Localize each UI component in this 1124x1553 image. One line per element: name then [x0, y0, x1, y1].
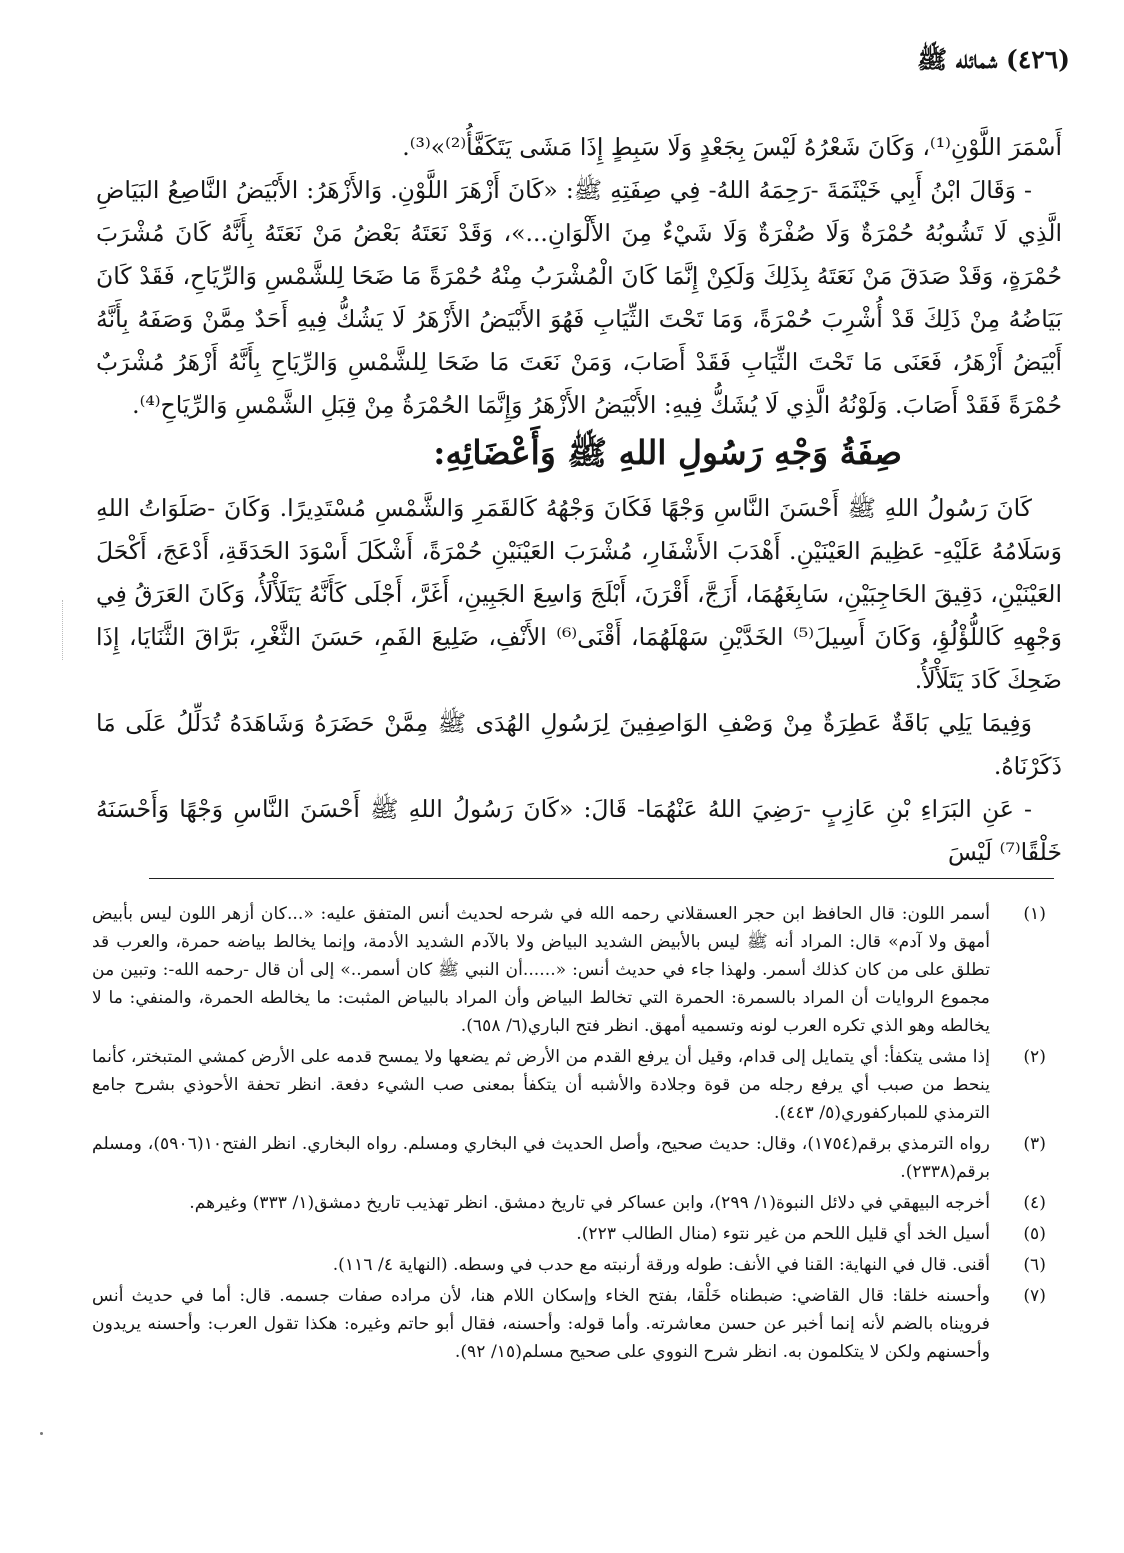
footnote-text: أقنى. قال في النهاية: القنا في الأنف: طوله ورقة أرنبته مع حدب في وسطه. (النهاية ٤/ ١١٦). [332, 1255, 990, 1275]
footnote-text: أسيل الخد أي قليل اللحم من غير نتوء (منال الطالب ٢٢٣). [576, 1224, 990, 1244]
footnote-number: (٢) [1023, 1047, 1046, 1067]
paragraph-5: - عَنِ البَرَاءِ بْنِ عَازِبٍ -رَضِيَ اللهُ عَنْهُمَا- قَالَ: «كَانَ رَسُولُ اللهِ ﷺ أَحْسَنَ النَّاسِ وَجْهًا وَأَحْسَنَهُ خَلْقًا⁽⁷⁾ لَيْسَ [96, 795, 1062, 866]
paragraph-2: - وَقَالَ ابْنُ أَبِي خَيْثَمَةَ -رَحِمَهُ اللهُ- فِي صِفَتِهِ ﷺ: «كَانَ أَزْهَرَ اللَّوْنِ. وَالأَزْهَرُ: الأَبْيَضُ النَّاصِعُ البَيَاضِ الَّذِي لَا تَشُوبُهُ حُمْرَةٌ وَلَا صُفْرَةٌ وَلَا شَيْءٌ مِنَ الأَلْوَانِ...»، وَقَدْ نَعَتَهُ بَعْضُ مَنْ نَعَتَهُ بِأَنَّهُ كَانَ مُشْرَبَ حُمْرَةٍ، وَقَدْ صَدَقَ مَنْ نَعَتَهُ بِذَلِكَ وَلَكِنْ إِنَّمَا كَانَ الْمُشْرَبُ مِنْهُ حُمْرَةً مَا ضَحَا لِلشَّمْسِ وَالرِّيَاحِ، فَقَدْ كَانَ بَيَاضُهُ مِنْ ذَلِكَ قَدْ أُشْرِبَ حُمْرَةً، وَمَا تَحْتَ الثِّيَابِ فَهُوَ الأَبْيَضُ الأَزْهَرُ لَا يَشُكُّ فِيهِ أَحَدٌ مِمَّنْ وَصَفَهُ بِأَنَّهُ أَبْيَضُ أَزْهَرُ، فَعَنَى مَا تَحْتَ الثِّيَابِ فَقَدْ أَصَابَ، وَمَنْ نَعَتَ مَا ضَحَا لِلشَّمْسِ وَالرِّيَاحِ بِأَنَّهُ أَزْهَرُ مُشْرَبٌ حُمْرَةً فَقَدْ أَصَابَ. وَلَوْنُهُ الَّذِي لَا يُشَكُّ فِيهِ: الأَبْيَضُ الأَزْهَرُ وَإِنَّمَا الحُمْرَةُ مِنْ قِبَلِ الشَّمْسِ وَالرِّيَاحِ⁽⁴⁾. [96, 176, 1062, 419]
footnote-text: وأحسنه خلقا: قال القاضي: ضبطناه خَلْقا، بفتح الخاء وإسكان اللام هنا، لأن مراده صفات جسمه. قال: أما في حديث أنس فرويناه بالضم لأنه إنما أخبر عن حسن معاشرته. وأما قوله: وأحسنه، فقال أبو حاتم وغيره: هكذا تقول العرب: وأحسنه يريدون وأحسنهم ولكن لا يتكلمون به. انظر شرح النووي على صحيح مسلم(١٥/ ٩٢). [92, 1286, 990, 1362]
footnote [92, 900, 1064, 1040]
main-text [96, 126, 1062, 874]
footnote-number: (٥) [1023, 1224, 1046, 1244]
footnote [92, 1251, 1064, 1279]
footnote [92, 1130, 1064, 1186]
footnote [92, 1220, 1064, 1248]
footnote-text: أسمر اللون: قال الحافظ ابن حجر العسقلاني رحمه الله في شرحه لحديث أنس المتفق عليه: «...كان أزهر اللون ليس بأبيض أمهق ولا آدم» قال: المراد أنه ﷺ ليس بالأبيض الشديد البياض ولا بالآدم الشديد الأدمة، وإنما يخالط بياضه حمرة، والعرب قد تطلق على من كان كذلك أسمر. ولهذا جاء في حديث أنس: «......أن النبي ﷺ كان أسمر..» إلى أن قال -رحمه الله-: وتبين من مجموع الروايات أن المراد بالسمرة: الحمرة التي تخالط البياض وأن المراد بالبياض المثبت: ما يخالطه الحمرة، والمنفي: ما لا يخالطه وهو الذي تكره العرب لونه وتسميه أمهق. انظر فتح الباري(٦/ ٦٥٨). [92, 904, 990, 1036]
footnote-text: رواه الترمذي برقم(١٧٥٤)، وقال: حديث صحيح، وأصل الحديث في البخاري ومسلم. رواه البخاري. انظر الفتح١٠(٥٩٠٦)، ومسلم برقم(٢٣٣٨). [92, 1134, 990, 1182]
paragraph-1: أَسْمَرَ اللَّوْنِ⁽¹⁾، وَكَانَ شَعْرُهُ لَيْسَ بِجَعْدٍ وَلَا سَبِطٍ إِذَا مَشَى يَتَكَفَّأُ⁽²⁾»⁽³⁾. [402, 133, 1062, 161]
page-number-and-title: (٤٢٦) شمائله ﷺ [916, 45, 1070, 74]
footnote-text: إذا مشى يتكفأ: أي يتمايل إلى قدام، وقيل أن يرفع القدم من الأرض ثم يضعها ولا يمسح قدمه على الأرض كمشي المتبختر، كأنما ينحط من صبب أي يرفع رجله من قوة وجلادة والأشبه أن يتكفأ بمعنى صب الشيء دفعة. انظر تحفة الأحوذي بشرح جامع الترمذي للمباركفوري(٥/ ٤٤٣). [92, 1047, 990, 1123]
section-heading: صِفَةُ وَجْهِ رَسُولِ اللهِ ﷺ وَأَعْضَائِهِ: [433, 433, 902, 472]
footnote [92, 1043, 1064, 1127]
margin-mark [62, 600, 63, 660]
footnote-number: (٤) [1023, 1193, 1046, 1213]
page-header [54, 44, 1070, 84]
footnote [92, 1189, 1064, 1217]
footnote-number: (١) [1023, 904, 1046, 924]
scan-speck [40, 1432, 43, 1435]
paragraph-3: كَانَ رَسُولُ اللهِ ﷺ أَحْسَنَ النَّاسِ وَجْهًا فَكَانَ وَجْهُهُ كَالقَمَرِ وَالشَّمْسِ مُسْتَدِيرًا. وَكَانَ -صَلَوَاتُ اللهِ وَسَلَامُهُ عَلَيْهِ- عَظِيمَ العَيْنَيْنِ. أَهْدَبَ الأَشْفَارِ، مُشْرَبَ العَيْنَيْنِ حُمْرَةً، أَشْكَلَ أَسْوَدَ الحَدَقَةِ، أَدْعَجَ، أَكْحَلَ العَيْنَيْنِ، دَقِيقَ الحَاجِبَيْنِ، سَابِغَهُمَا، أَزَجَّ، أَقْرَنَ، أَبْلَجَ وَاسِعَ الجَبِينِ، أَغَرَّ، أَجْلَى كَأَنَّهُ يَتَلَأْلَأُ، وَكَانَ العَرَقُ فِي وَجْهِهِ كَاللُّؤْلُؤِ، وَكَانَ أَسِيلَ⁽⁵⁾ الخَدَّيْنِ سَهْلَهُمَا، أَقْنَى⁽⁶⁾ الأَنْفِ، ضَلِيعَ الفَمِ، حَسَنَ الثَّغْرِ، بَرَّاقَ الثَّنَايَا، إِذَا ضَحِكَ كَادَ يَتَلَأْلَأُ. [96, 494, 1062, 694]
footnote-number: (٣) [1023, 1134, 1046, 1154]
paragraph-4: وَفِيمَا يَلِي بَاقَةٌ عَطِرَةٌ مِنْ وَصْفِ الوَاصِفِينَ لِرَسُولِ الهُدَى ﷺ مِمَّنْ حَضَرَهُ وَشَاهَدَهُ تُدَلِّلُ عَلَى مَا ذَكَرْنَاهُ. [96, 709, 1062, 780]
footnote-number: (٦) [1023, 1255, 1046, 1275]
footnote-separator [149, 878, 1054, 879]
footnotes [92, 900, 1064, 1369]
footnote [92, 1282, 1064, 1366]
footnote-text: أخرجه البيهقي في دلائل النبوة(١/ ٢٩٩)، وابن عساكر في تاريخ دمشق. انظر تهذيب تاريخ دمشق(١/ ٣٣٣) وغيرهم. [189, 1193, 990, 1213]
footnote-number: (٧) [1023, 1286, 1046, 1306]
